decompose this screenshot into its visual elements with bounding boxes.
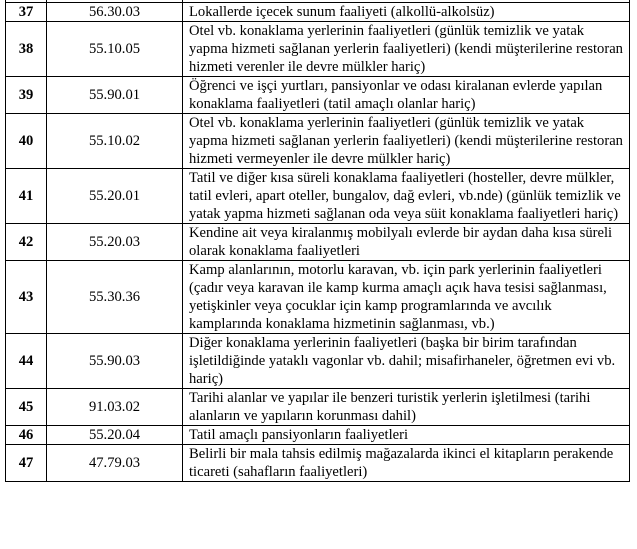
activity-code-cell: 55.10.02 <box>47 114 183 169</box>
table-row <box>6 426 630 445</box>
table-row <box>6 445 630 482</box>
row-number-cell: 39 <box>6 77 47 114</box>
row-number-cell: 44 <box>6 334 47 389</box>
row-number-cell: 42 <box>6 224 47 261</box>
row-number-cell: 43 <box>6 261 47 334</box>
activity-code-cell: 55.10.05 <box>47 22 183 77</box>
row-number-cell: 40 <box>6 114 47 169</box>
row-number-cell: 46 <box>6 426 47 445</box>
table-row <box>6 22 630 77</box>
activity-code-cell: 55.90.01 <box>47 77 183 114</box>
table-row <box>6 169 630 224</box>
table-row <box>6 3 630 22</box>
activity-code-table-body <box>6 0 630 482</box>
row-number-cell: 47 <box>6 445 47 482</box>
activity-description-cell: Öğrenci ve işçi yurtları, pansiyonlar ve odası kiralanan evlerde yapılan konaklama faaliyetleri (tatil amaçlı olanlar hariç) <box>183 77 630 114</box>
activity-code-cell: 56.30.03 <box>47 3 183 22</box>
table-row <box>6 261 630 334</box>
row-number-cell: 41 <box>6 169 47 224</box>
activity-code-table <box>5 0 630 482</box>
activity-description-cell: Kamp alanlarının, motorlu karavan, vb. için park yerlerinin faaliyetleri (çadır veya karavan ile kamp kurma amaçlı açık hava tesisi sağlanması, yetişkinler veya çocuklar için kamp programlarında ve avcılık kamplarında konaklama hizmetinin sağlanması, vb.) <box>183 261 630 334</box>
activity-description-cell: Kendine ait veya kiralanmış mobilyalı evlerde bir aydan daha kısa süreli olarak konaklama faaliyetleri <box>183 224 630 261</box>
activity-code-cell: 91.03.02 <box>47 389 183 426</box>
activity-description-cell: Otel vb. konaklama yerlerinin faaliyetleri (günlük temizlik ve yatak yapma hizmeti sağlanan yerlerin faaliyetleri) (kendi müşterilerine restoran hizmeti verenler ile devre mülkler hariç) <box>183 22 630 77</box>
activity-description-cell: Tatil amaçlı pansiyonların faaliyetleri <box>183 426 630 445</box>
activity-code-cell: 55.30.36 <box>47 261 183 334</box>
table-row <box>6 334 630 389</box>
activity-description-cell: Belirli bir mala tahsis edilmiş mağazalarda ikinci el kitapların perakende ticareti (sahafların faaliyetleri) <box>183 445 630 482</box>
table-row <box>6 389 630 426</box>
activity-code-cell: 55.20.04 <box>47 426 183 445</box>
activity-code-cell: 55.90.03 <box>47 334 183 389</box>
row-number-cell: 37 <box>6 3 47 22</box>
row-number-cell: 38 <box>6 22 47 77</box>
activity-description-cell: Diğer konaklama yerlerinin faaliyetleri (başka bir birim tarafından işletildiğinde yataklı vagonlar vb. dahil; misafirhaneler, öğretmen evi vb. hariç) <box>183 334 630 389</box>
activity-code-cell: 55.20.01 <box>47 169 183 224</box>
activity-description-cell: Otel vb. konaklama yerlerinin faaliyetleri (günlük temizlik ve yatak yapma hizmeti sağlanan yerlerin faaliyetleri) (kendi müşterilerine restoran hizmeti vermeyenler ile devre mülkler hariç) <box>183 114 630 169</box>
table-row <box>6 114 630 169</box>
row-number-cell: 45 <box>6 389 47 426</box>
activity-description-cell: Tatil ve diğer kısa süreli konaklama faaliyetleri (hosteller, devre mülkler, tatil evleri, apart oteller, bungalov, dağ evleri, vb.nde) (günlük temizlik ve yatak yapma hizmeti sağlanan oda veya süit konaklama faaliyetleri hariç) <box>183 169 630 224</box>
activity-description-cell: Lokallerde içecek sunum faaliyeti (alkollü-alkolsüz) <box>183 3 630 22</box>
activity-description-cell: Tarihi alanlar ve yapılar ile benzeri turistik yerlerin işletilmesi (tarihi alanların ve yapıların korunması dahil) <box>183 389 630 426</box>
table-row <box>6 77 630 114</box>
activity-code-cell: 47.79.03 <box>47 445 183 482</box>
activity-code-cell: 55.20.03 <box>47 224 183 261</box>
table-row <box>6 224 630 261</box>
